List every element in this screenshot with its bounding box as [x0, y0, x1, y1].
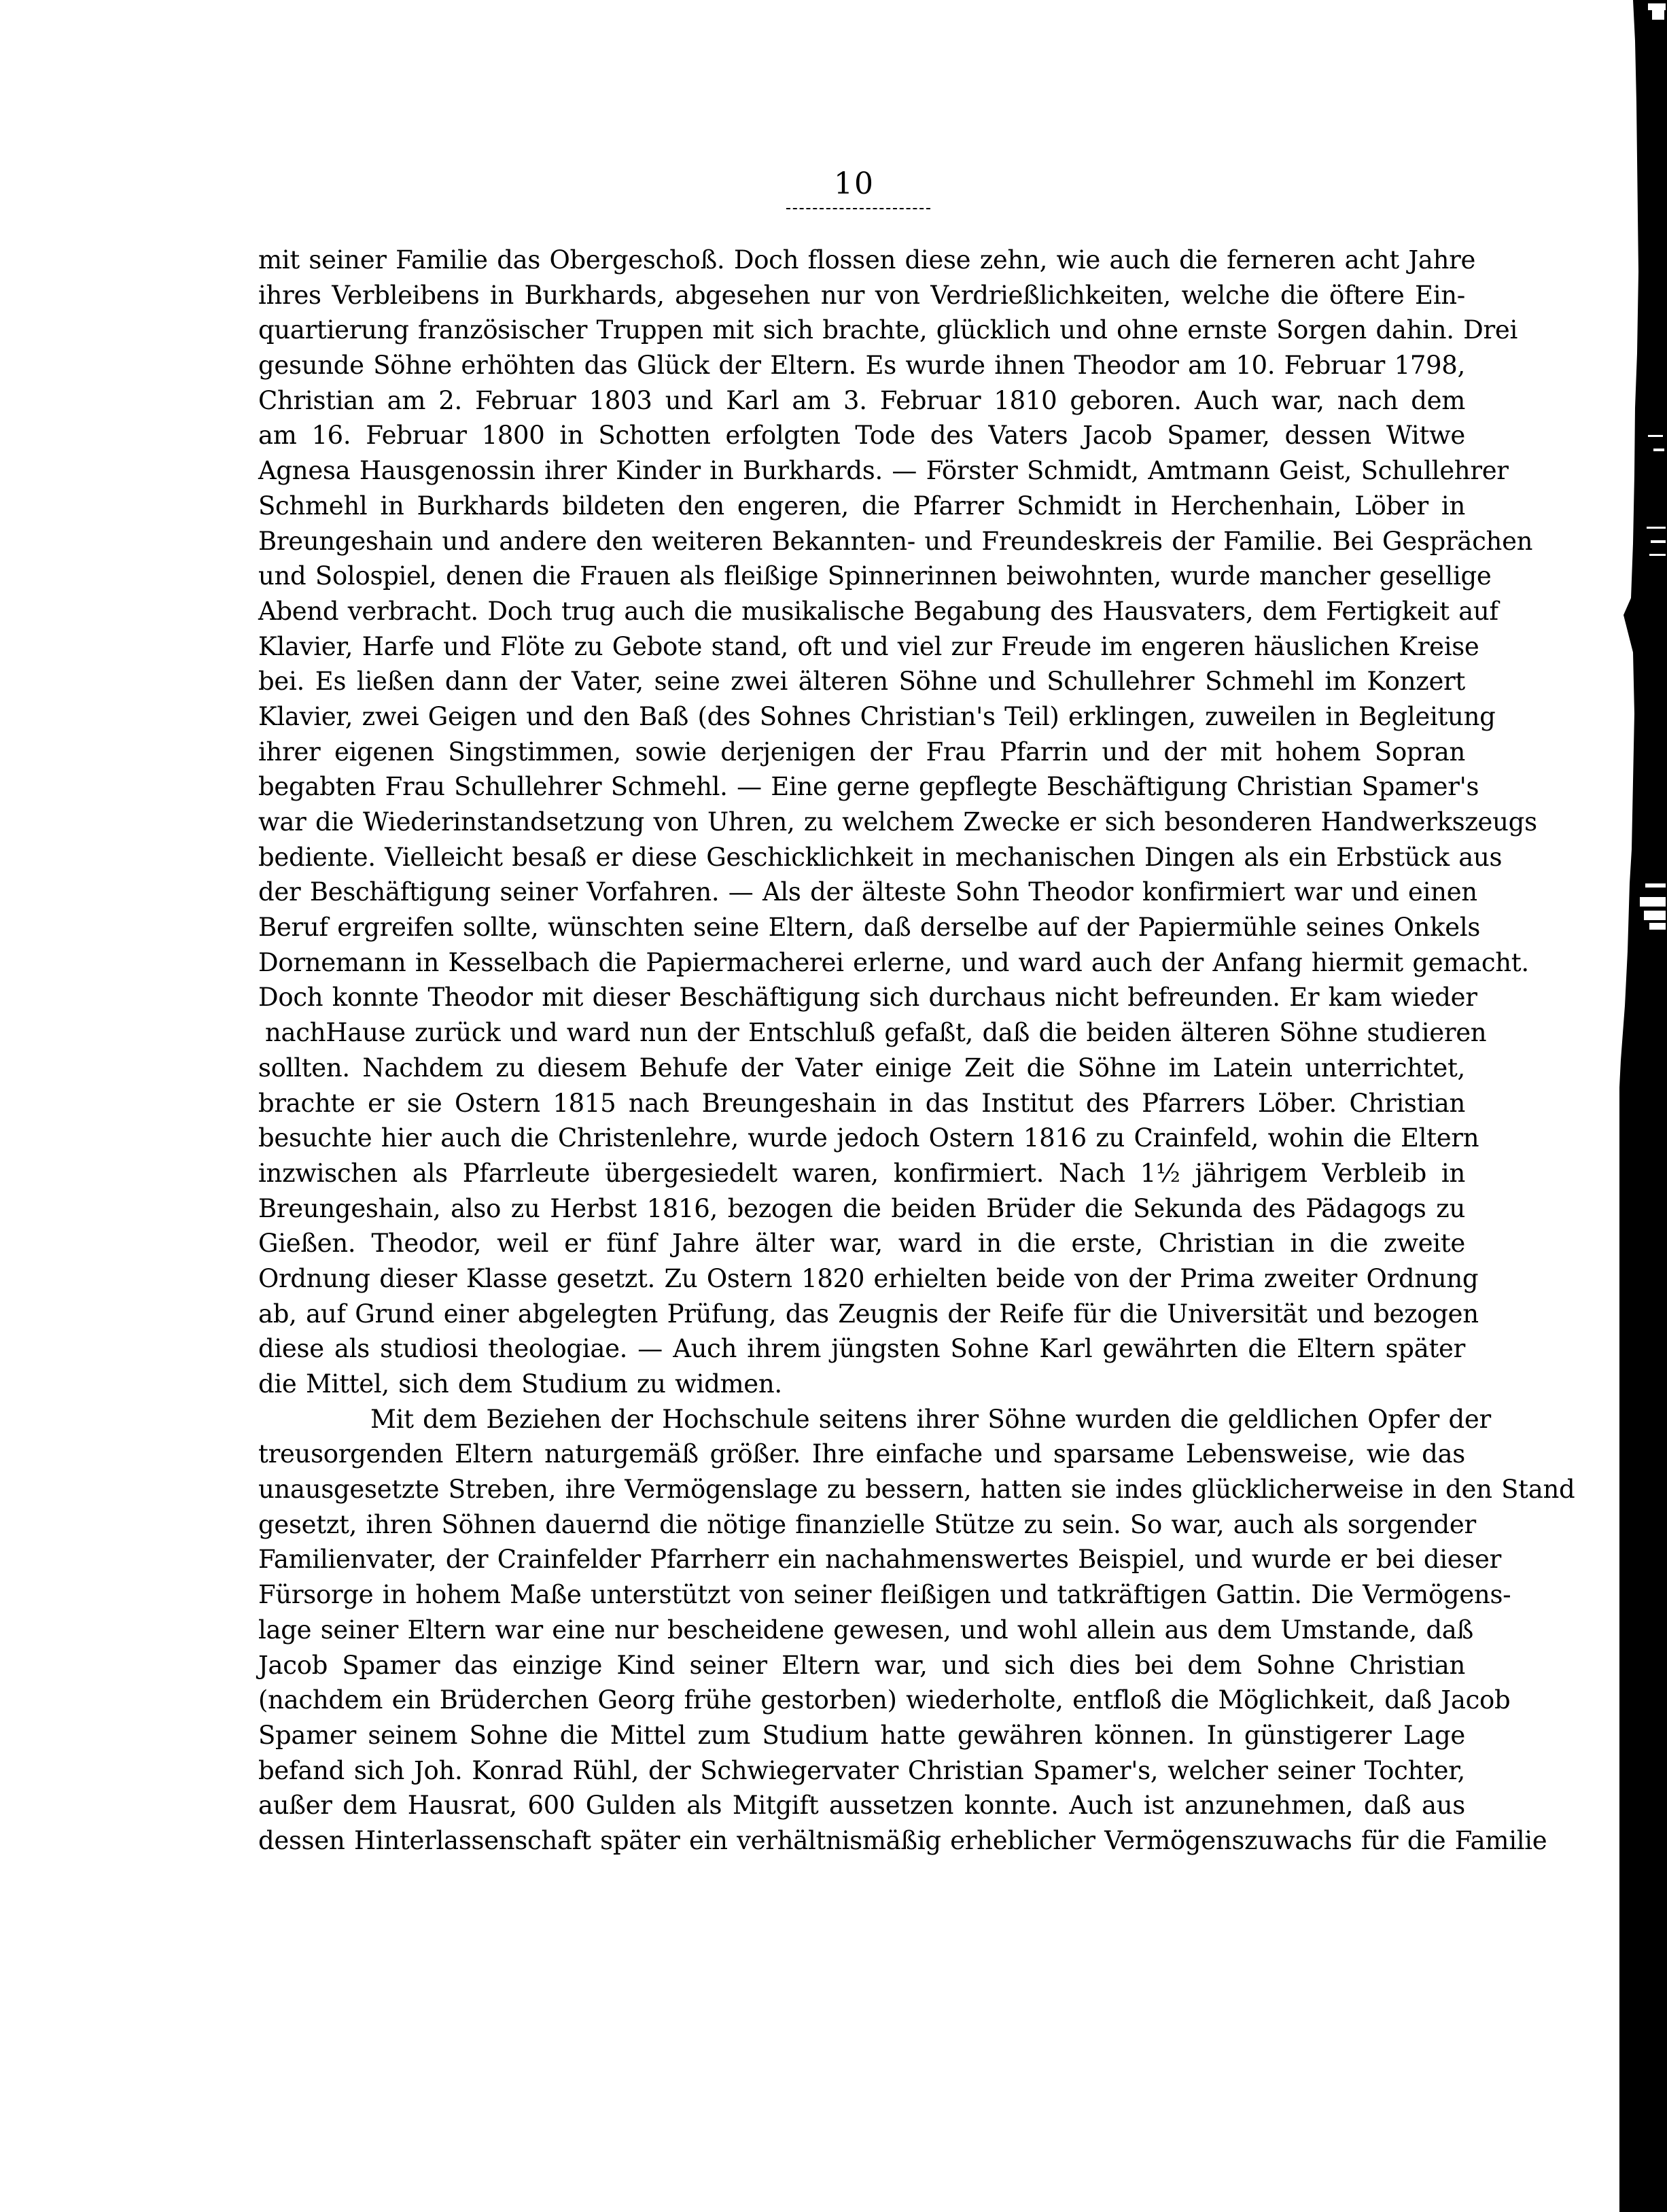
paragraph-2: [258, 1402, 1575, 1859]
text-line: am 16. Februar 1800 in Schotten erfolgten Tode des Vaters Jacob Spamer, dessen Witwe: [258, 421, 1465, 451]
text-line: besuchte hier auch die Christenlehre, wurde jedoch Ostern 1816 zu Crainfeld, wohin die Eltern: [258, 1123, 1479, 1153]
text-line: bei. Es ließen dann der Vater, seine zwei älteren Söhne und Schullehrer Schmehl im Konzert: [258, 667, 1465, 697]
text-line: inzwischen als Pfarrleute übergesiedelt waren, konfirmiert. Nach 1½ jährigem Verbleib in: [258, 1158, 1465, 1188]
text-line: der Beschäftigung seiner Vorfahren. — Als der älteste Sohn Theodor konfirmiert war und einen: [258, 877, 1477, 907]
text-line: Dornemann in Kesselbach die Papiermacherei erlerne, und ward auch der Anfang hiermit gemacht.: [258, 947, 1529, 977]
text-line: dessen Hinterlassenschaft später ein verhältnismäßig erheblicher Vermögenszuwachs für die Familie: [258, 1825, 1547, 1855]
text-line: ihrer eigenen Singstimmen, sowie derjenigen der Frau Pfarrin und der mit hohem Sopran: [258, 737, 1465, 767]
text-line: sollten. Nachdem zu diesem Behufe der Vater einige Zeit die Söhne im Latein unterrichtet,: [258, 1053, 1465, 1083]
text-line: gesunde Söhne erhöhten das Glück der Eltern. Es wurde ihnen Theodor am 10. Februar 1798,: [258, 351, 1465, 381]
text-line: Mit dem Beziehen der Hochschule seitens ihrer Söhne wurden die geldlichen Opfer der: [370, 1404, 1491, 1434]
text-line: befand sich Joh. Konrad Rühl, der Schwiegervater Christian Spamer's, welcher seiner Tochter,: [258, 1755, 1465, 1785]
text-line: lage seiner Eltern war eine nur bescheidene gewesen, und wohl allein aus dem Umstande, daß: [258, 1615, 1473, 1645]
text-line: unausgesetzte Streben, ihre Vermögenslage zu bessern, hatten sie indes glücklicherweise in den Stand: [258, 1475, 1575, 1505]
text-line: (nachdem ein Brüderchen Georg frühe gestorben) wiederholte, entfloß die Möglichkeit, daß Jacob: [258, 1685, 1511, 1715]
paragraph-1: [258, 243, 1537, 1402]
text-line: Gießen. Theodor, weil er fünf Jahre älter war, ward in die erste, Christian in die zweite: [258, 1229, 1465, 1259]
text-line: bediente. Vielleicht besaß er diese Geschicklichkeit in mechanischen Dingen als ein Erbstück aus: [258, 842, 1503, 872]
text-line: Familienvater, der Crainfelder Pfarrherr ein nachahmenswertes Beispiel, und wurde er bei dieser: [258, 1545, 1502, 1575]
text-line: diese als studiosi theologiae. — Auch ihrem jüngsten Sohne Karl gewährten die Eltern später: [258, 1334, 1465, 1364]
text-line: Klavier, Harfe und Flöte zu Gebote stand, oft und viel zur Freude im engeren häuslichen Kreise: [258, 631, 1479, 661]
text-line: ab, auf Grund einer abgelegten Prüfung, das Zeugnis der Reife für die Universität und bezogen: [258, 1299, 1479, 1329]
text-line: war die Wiederinstandsetzung von Uhren, zu welchem Zwecke er sich besonderen Handwerkszeugs: [258, 807, 1537, 837]
text-line: Ordnung dieser Klasse gesetzt. Zu Ostern 1820 erhielten beide von der Prima zweiter Ordnung: [258, 1263, 1479, 1293]
text-line: Klavier, zwei Geigen und den Baß (des Sohnes Christian's Teil) erklingen, zuweilen in Begleitung: [258, 701, 1496, 731]
text-line: die Mittel, sich dem Studium zu widmen.: [258, 1369, 782, 1399]
body-text: [258, 243, 1575, 1859]
text-line: Beruf ergreifen sollte, wünschten seine Eltern, daß derselbe auf der Papiermühle seines Onkels: [258, 913, 1481, 943]
scan-edge-border: [1619, 0, 1667, 2212]
text-line: und Solospiel, denen die Frauen als fleißige Spinnerinnen beiwohnten, wurde mancher gesellige: [258, 561, 1492, 591]
text-line: begabten Frau Schullehrer Schmehl. — Eine gerne gepflegte Beschäftigung Christian Spamer's: [258, 772, 1479, 802]
text-line: Christian am 2. Februar 1803 und Karl am 3. Februar 1810 geboren. Auch war, nach dem: [258, 385, 1465, 415]
text-line: brachte er sie Ostern 1815 nach Breungeshain in das Institut des Pfarrers Löber. Christian: [258, 1088, 1465, 1118]
text-line: Breungeshain und andere den weiteren Bekannten- und Freundeskreis der Familie. Bei Gesprächen: [258, 526, 1533, 556]
text-line: Doch konnte Theodor mit dieser Beschäftigung sich durchaus nicht befreunden. Er kam wieder: [258, 983, 1477, 1013]
text-line: gesetzt, ihren Söhnen dauernd die nötige finanzielle Stütze zu sein. So war, auch als sorgender: [258, 1509, 1476, 1539]
text-line: Schmehl in Burkhards bildeten den engeren, die Pfarrer Schmidt in Herchenhain, Löber in: [258, 491, 1465, 521]
text-line: Spamer seinem Sohne die Mittel zum Studium hatte gewähren können. In günstigerer Lage: [258, 1720, 1465, 1750]
text-line: ihres Verbleibens in Burkhards, abgesehen nur von Verdrießlichkeiten, welche die öftere Ein-: [258, 280, 1465, 310]
text-line: Abend verbracht. Doch trug auch die musikalische Begabung des Hausvaters, dem Fertigkeit auf: [258, 596, 1498, 626]
text-line: Fürsorge in hohem Maße unterstützt von seiner fleißigen und tatkräftigen Gattin. Die Vermögens-: [258, 1580, 1511, 1610]
page-number: 10: [834, 166, 875, 201]
text-line: Breungeshain, also zu Herbst 1816, bezogen die beiden Brüder die Sekunda des Pädagogs zu: [258, 1193, 1465, 1223]
text-line: außer dem Hausrat, 600 Gulden als Mitgift aussetzen konnte. Auch ist anzunehmen, daß aus: [258, 1791, 1465, 1821]
text-line: nachHause zurück und ward nun der Entschluß gefaßt, daß die beiden älteren Söhne studieren: [265, 1018, 1487, 1048]
text-line: treusorgenden Eltern naturgemäß größer. Ihre einfache und sparsame Lebensweise, wie das: [258, 1439, 1465, 1469]
page-number-rule: [786, 208, 930, 209]
text-line: Jacob Spamer das einzige Kind seiner Eltern war, und sich dies bei dem Sohne Christian: [258, 1650, 1465, 1680]
text-line: mit seiner Familie das Obergeschoß. Doch flossen diese zehn, wie auch die ferneren acht Jahre: [258, 245, 1476, 275]
text-line: Agnesa Hausgenossin ihrer Kinder in Burkhards. — Förster Schmidt, Amtmann Geist, Schullehrer: [258, 456, 1509, 486]
text-line: quartierung französischer Truppen mit sich brachte, glücklich und ohne ernste Sorgen dahin. Drei: [258, 315, 1518, 345]
